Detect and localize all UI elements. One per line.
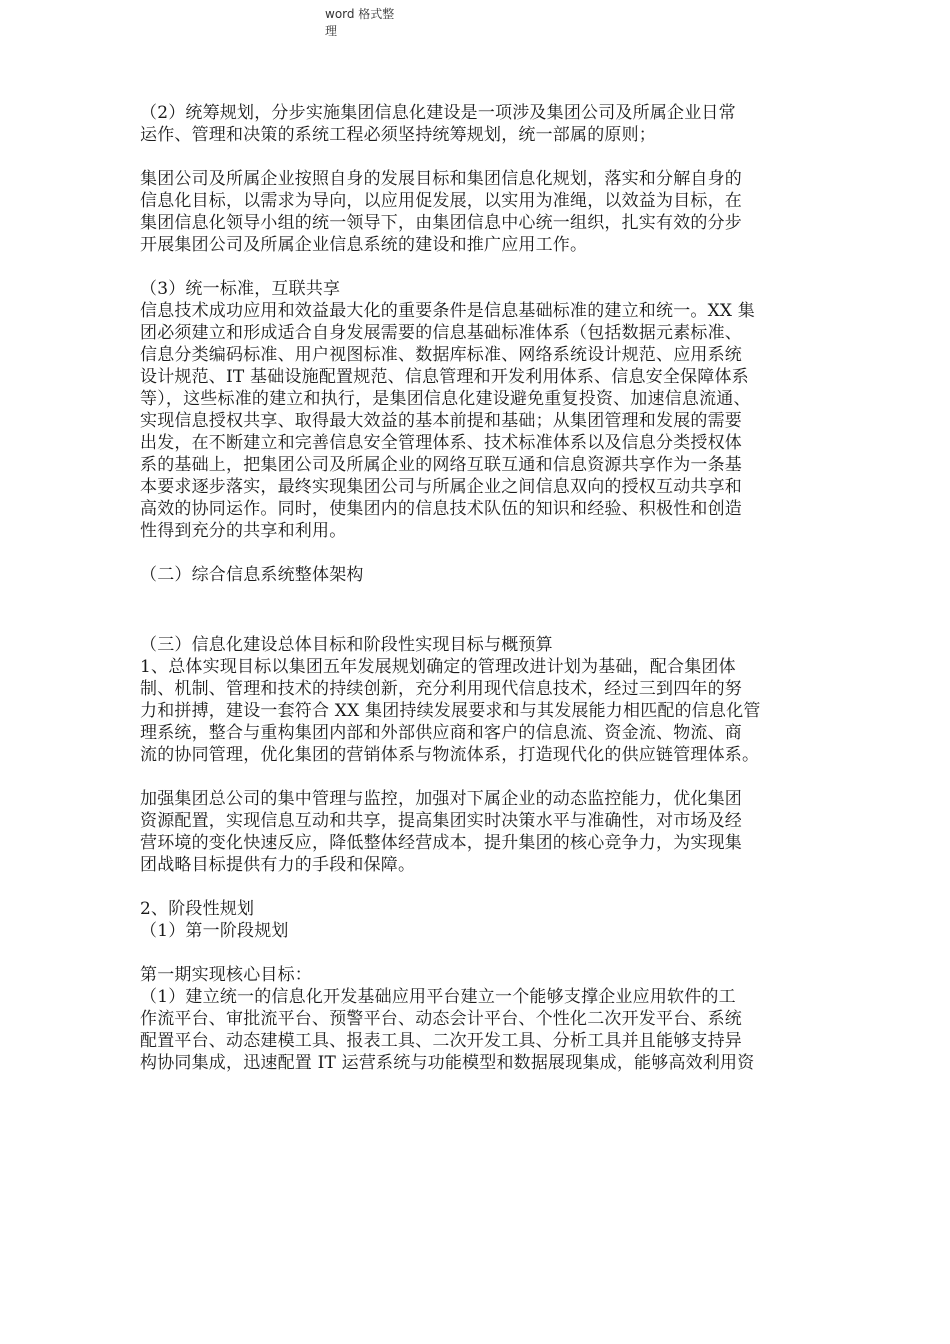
text-line: 开展集团公司及所属企业信息系统的建设和推广应用工作。 [140, 235, 588, 255]
text-line: 制、机制、管理和技术的持续创新，充分利用现代信息技术，经过三到四年的努 [140, 679, 742, 699]
text-line: 集团信息化领导小组的统一领导下，由集团信息中心统一组织，扎实有效的分步 [140, 213, 742, 233]
section-heading: （三）信息化建设总体目标和阶段性实现目标与概预算 [140, 635, 553, 655]
text-line: 力和拼搏，建设一套符合 XX 集团持续发展要求和与其发展能力相匹配的信息化管 [140, 701, 761, 721]
text-line: 集团公司及所属企业按照自身的发展目标和集团信息化规划，落实和分解自身的 [140, 169, 742, 189]
text-line: 团战略目标提供有力的手段和保障。 [140, 855, 416, 875]
text-line: 营环境的变化快速反应，降低整体经营成本，提升集团的核心竞争力，为实现集 [140, 833, 742, 853]
text-line: 资源配置，实现信息互动和共享，提高集团实时决策水平与准确性，对市场及经 [140, 811, 742, 831]
text-line: 系的基础上，把集团公司及所属企业的网络互联互通和信息资源共享作为一条基 [140, 455, 742, 475]
section-heading: （二）综合信息系统整体架构 [140, 565, 364, 585]
section-heading: （3）统一标准，互联共享 [140, 279, 341, 299]
paragraph-5 [140, 634, 830, 766]
text-line: 理系统，整合与重构集团内部和外部供应商和客户的信息流、资金流、物流、商 [140, 723, 742, 743]
text-line: 流的协同管理，优化集团的营销体系与物流体系，打造现代化的供应链管理体系。 [140, 745, 760, 765]
section-heading: （1）第一阶段规划 [140, 921, 289, 941]
text-line: 等），这些标准的建立和执行，是集团信息化建设避免重复投资、加速信息流通、 [140, 389, 751, 409]
text-line: 配置平台、动态建模工具、报表工具、二次开发工具、分析工具并且能够支持异 [140, 1031, 742, 1051]
text-line: 性得到充分的共享和利用。 [140, 521, 347, 541]
text-line: 实现信息授权共享、取得最大效益的基本前提和基础；从集团管理和发展的需要 [140, 411, 742, 431]
text-line: 加强集团总公司的集中管理与监控，加强对下属企业的动态监控能力，优化集团 [140, 789, 742, 809]
text-line: 信息分类编码标准、用户视图标准、数据库标准、网络系统设计规范、应用系统 [140, 345, 742, 365]
paragraph-2 [140, 168, 830, 256]
text-line: 高效的协同运作。同时，使集团内的信息技术队伍的知识和经验、积极性和创造 [140, 499, 742, 519]
text-line: 运作、管理和决策的系统工程必须坚持统筹规划，统一部属的原则； [140, 125, 656, 145]
page-header [325, 6, 394, 40]
document-body [140, 102, 830, 1074]
text-line: 第一期实现核心目标： [140, 965, 312, 985]
text-line: 作流平台、审批流平台、预警平台、动态会计平台、个性化二次开发平台、系统 [140, 1009, 742, 1029]
text-line: 团必须建立和形成适合自身发展需要的信息基础标准体系（包括数据元素标准、 [140, 323, 742, 343]
text-line: 1、总体实现目标以集团五年发展规划确定的管理改进计划为基础，配合集团体 [140, 657, 736, 677]
paragraph-6 [140, 788, 830, 876]
text-line: （1）建立统一的信息化开发基础应用平台建立一个能够支撑企业应用软件的工 [140, 987, 736, 1007]
paragraph-4 [140, 564, 830, 586]
text-line: 出发，在不断建立和完善信息安全管理体系、技术标准体系以及信息分类授权体 [140, 433, 742, 453]
paragraph-1 [140, 102, 830, 146]
paragraph-3 [140, 278, 830, 542]
text-line: 构协同集成，迅速配置 IT 运营系统与功能模型和数据展现集成，能够高效利用资 [140, 1053, 755, 1073]
paragraph-7 [140, 898, 830, 942]
header-line-1: word 格式整 [325, 7, 395, 21]
header-line-2: 理 [325, 24, 338, 38]
text-line: 本要求逐步落实，最终实现集团公司与所属企业之间信息双向的授权互动共享和 [140, 477, 742, 497]
text-line: 设计规范、IT 基础设施配置规范、信息管理和开发利用体系、信息安全保障体系 [140, 367, 749, 387]
text-line: 信息化目标，以需求为导向，以应用促发展，以实用为准绳，以效益为目标，在 [140, 191, 742, 211]
paragraph-8 [140, 964, 830, 1074]
text-line: （2）统筹规划，分步实施集团信息化建设是一项涉及集团公司及所属企业日常 [140, 103, 736, 123]
section-heading: 2、阶段性规划 [140, 899, 255, 919]
text-line: 信息技术成功应用和效益最大化的重要条件是信息基础标准的建立和统一。XX 集 [140, 301, 756, 321]
